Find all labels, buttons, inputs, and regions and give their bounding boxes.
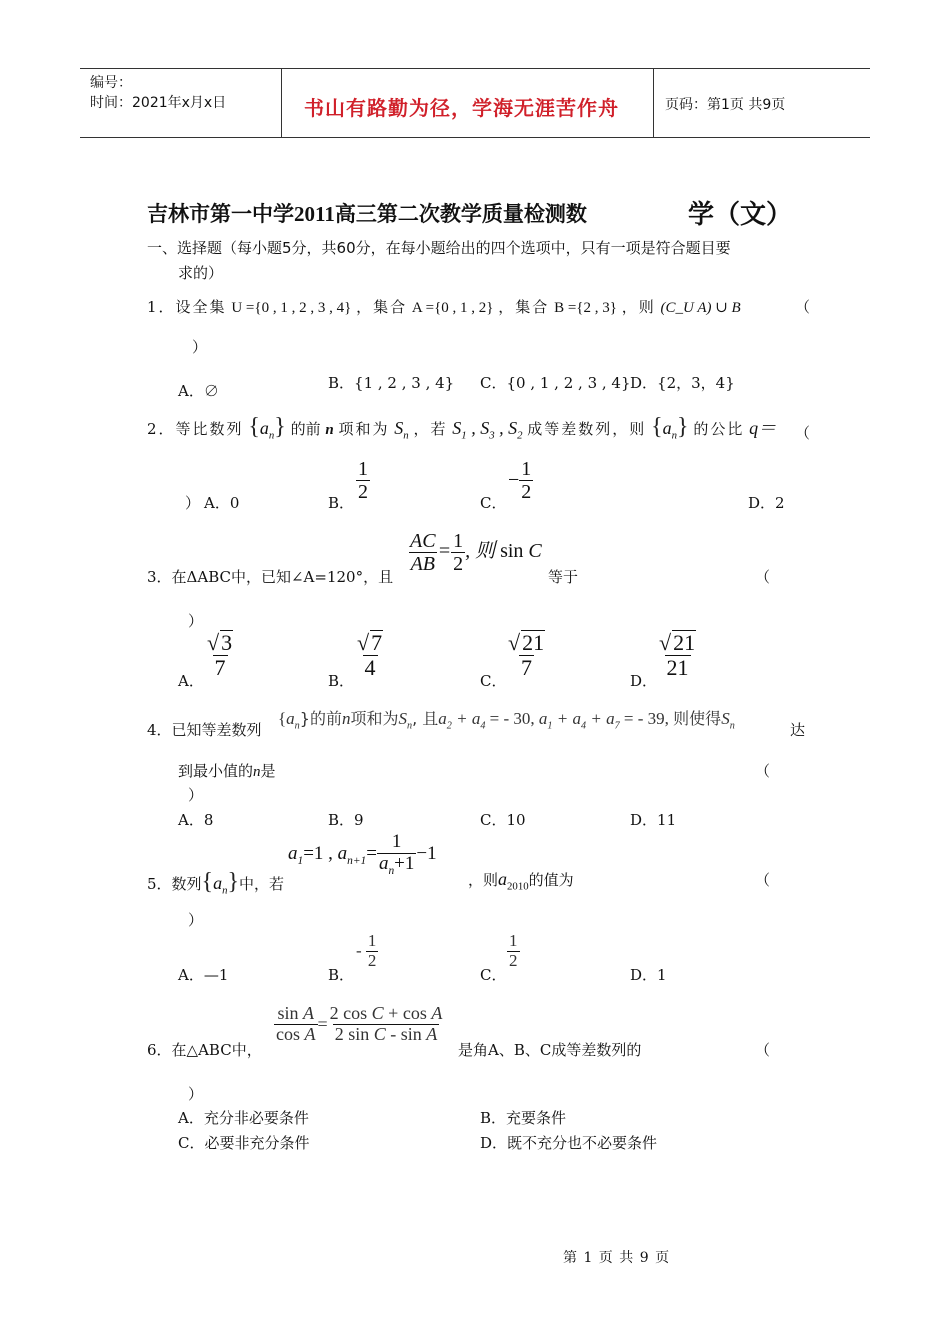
q1-mid3: ，则 [621, 298, 656, 316]
q4-option-a[interactable]: A．8 [178, 811, 214, 829]
q2-option-c-label[interactable]: C． [480, 494, 507, 512]
q1-option-d[interactable]: D．{2，3，4} [630, 374, 735, 392]
q5-option-b-label[interactable]: B． [328, 966, 355, 984]
q3-option-b-frac: $\frac{√7}{4}$ [357, 630, 383, 681]
q6-option-b[interactable]: B．充要条件 [480, 1109, 567, 1127]
q3-option-d-frac: $\frac{√21}{21}$ [659, 630, 696, 681]
q5-text1: 中，若 [239, 875, 285, 893]
q3-suffix: 等于 [548, 568, 579, 586]
q1-mid1: ，集合 [356, 298, 408, 316]
q5-condition: $a_1=1$ , $a_{n+1}=$ $\frac{1}{a_n+1}$ −1 [288, 831, 437, 877]
q2-option-b-frac: $\frac{1}{2}$ [358, 458, 368, 503]
q1-expression: (C_U A) ∪ B [660, 300, 741, 316]
q4-paren-close: ） [188, 786, 204, 804]
exam-title-text: 吉林市第一中学2011高三第二次教学质量检测数 [147, 202, 587, 226]
q5-option-c-label[interactable]: C． [480, 966, 507, 984]
q4-suffix: 达 [790, 721, 806, 739]
q6-suffix: 是角A、B、C成等差数列的 [458, 1041, 642, 1059]
q1-set-b: B ={2 , 3} [554, 300, 617, 316]
q2-text4: 成等差数列，则 [527, 420, 647, 438]
page-footer: 第 1 页 共 9 页 [563, 1250, 671, 1266]
q1-stem [147, 296, 741, 317]
q2-text1: 的前 [290, 420, 321, 438]
q3-option-d-label[interactable]: D． [630, 672, 658, 690]
q4-option-c[interactable]: C．10 [480, 811, 526, 829]
q2-terms: $S_1$ , $S_3$ , $S_2$ [452, 418, 523, 442]
q4-condition: $\{a_n\}$的前n项和为$S_n$, 且$a_2 + a_4$ = - 30, $a_1 + a_4 + a_7$ = - 39, 则使得$S_n$ [278, 709, 735, 732]
header-motto: 书山有路勤为径，学海无涯苦作舟 [304, 96, 619, 120]
q2-paren-close: ） [185, 494, 201, 512]
q3-paren-open: （ [755, 568, 771, 586]
exam-title [147, 198, 587, 228]
q3-option-b-label[interactable]: B． [328, 672, 355, 690]
q1-paren-open: （ [795, 298, 811, 316]
q6-option-a[interactable]: A．充分非必要条件 [178, 1109, 309, 1127]
q2-text5: 的公比 [693, 420, 745, 438]
q4-option-d[interactable]: D．11 [630, 811, 677, 829]
q2-option-c-frac: − $\frac{1}{2}$ [508, 458, 532, 503]
header-date-label: 时间：2021年x月x日 [90, 95, 227, 111]
q1-mid2: ，集合 [498, 298, 550, 316]
q3-prefix: 3．在ΔABC中，已知∠A=120°，且 [147, 568, 394, 586]
q2-option-b-label[interactable]: B． [328, 494, 355, 512]
q5-option-c-frac: $\frac{1}{2}$ [509, 931, 518, 970]
header-divider-right [653, 69, 654, 137]
header-number-label: 编号： [90, 75, 132, 91]
q3-option-a-frac: $\frac{√3}{7}$ [207, 630, 233, 681]
q5-tail: ，则$a_{2010}$的值为 [468, 869, 574, 893]
section-heading-line1: 一、选择题（每小题5分，共60分，在每小题给出的四个选项中，只有一项是符合题目要 [147, 239, 731, 257]
q1-option-b[interactable]: B．{1 , 2 , 3 , 4} [328, 374, 455, 392]
q2-paren-open: （ [795, 424, 811, 442]
q6-prefix: 6．在△ABC中， [147, 1041, 262, 1059]
q6-option-d[interactable]: D．既不充分也不必要条件 [480, 1134, 658, 1152]
q1-option-a[interactable]: A．∅ [178, 382, 219, 400]
header-divider-left [281, 69, 282, 137]
q3-paren-close: ） [188, 612, 204, 630]
q5-option-b-frac: - $\frac{1}{2}$ [356, 931, 377, 970]
q2-text2: 项和为 [338, 420, 390, 438]
q5-stem [147, 869, 284, 897]
q1-set-a: A ={0 , 1 , 2} [411, 300, 494, 316]
q2-sequence: $\{a_n\}$ [248, 414, 286, 442]
q3-condition: $\frac{AC}{AB}$ = $\frac{1}{2}$ , 则 sin C [410, 530, 542, 575]
q4-option-b[interactable]: B．9 [328, 811, 364, 829]
q1-prefix: 1．设全集 [147, 298, 227, 316]
q1-paren-close: ） [192, 338, 208, 356]
q3-option-c-label[interactable]: C． [480, 672, 507, 690]
q1-option-c[interactable]: C．{0 , 1 , 2 , 3 , 4} [480, 374, 631, 392]
q2-option-d[interactable]: D．2 [748, 494, 785, 512]
header-page-info: 页码：第1页 共9页 [665, 97, 786, 113]
q4-paren-open: （ [755, 762, 771, 780]
q1-set-u: U ={0 , 1 , 2 , 3 , 4} [231, 300, 352, 316]
q4-line2: 到最小值的n是 [178, 762, 276, 780]
q5-paren-open: （ [755, 871, 771, 889]
q2-stem [147, 414, 776, 442]
q3-option-a-label[interactable]: A． [178, 672, 204, 690]
q6-condition: $\frac{\text{sin A}}{\text{cos A}}$ = $\frac{\text{2 cos C + cos A}}{\text{2 sin C - sin A}}$ [276, 1003, 443, 1044]
q5-paren-close: ） [188, 911, 204, 929]
q6-paren-close: ） [188, 1085, 204, 1103]
q6-option-c[interactable]: C．必要非充分条件 [178, 1134, 310, 1152]
q5-prefix: 5．数列 [147, 875, 202, 893]
q2-n: n [325, 422, 334, 438]
section-heading-line2: 求的） [178, 264, 224, 282]
q6-paren-open: （ [755, 1041, 771, 1059]
q2-prefix: 2．等比数列 [147, 420, 244, 438]
q5-sequence: $\{a_n\}$ [201, 869, 240, 897]
q2-text3: ，若 [413, 420, 448, 438]
q4-prefix: 4．已知等差数列 [147, 721, 262, 739]
q5-option-a[interactable]: A．—1 [178, 966, 229, 984]
exam-subject: 学（文） [688, 200, 793, 229]
q3-option-c-frac: $\frac{√21}{7}$ [508, 630, 545, 681]
q2-sn: $S_n$ [394, 418, 409, 442]
q2-ratio: q＝ [749, 418, 777, 438]
q2-option-a[interactable]: A．0 [204, 494, 240, 512]
q2-sequence-2: $\{a_n\}$ [651, 414, 689, 442]
q5-option-d[interactable]: D．1 [630, 966, 667, 984]
